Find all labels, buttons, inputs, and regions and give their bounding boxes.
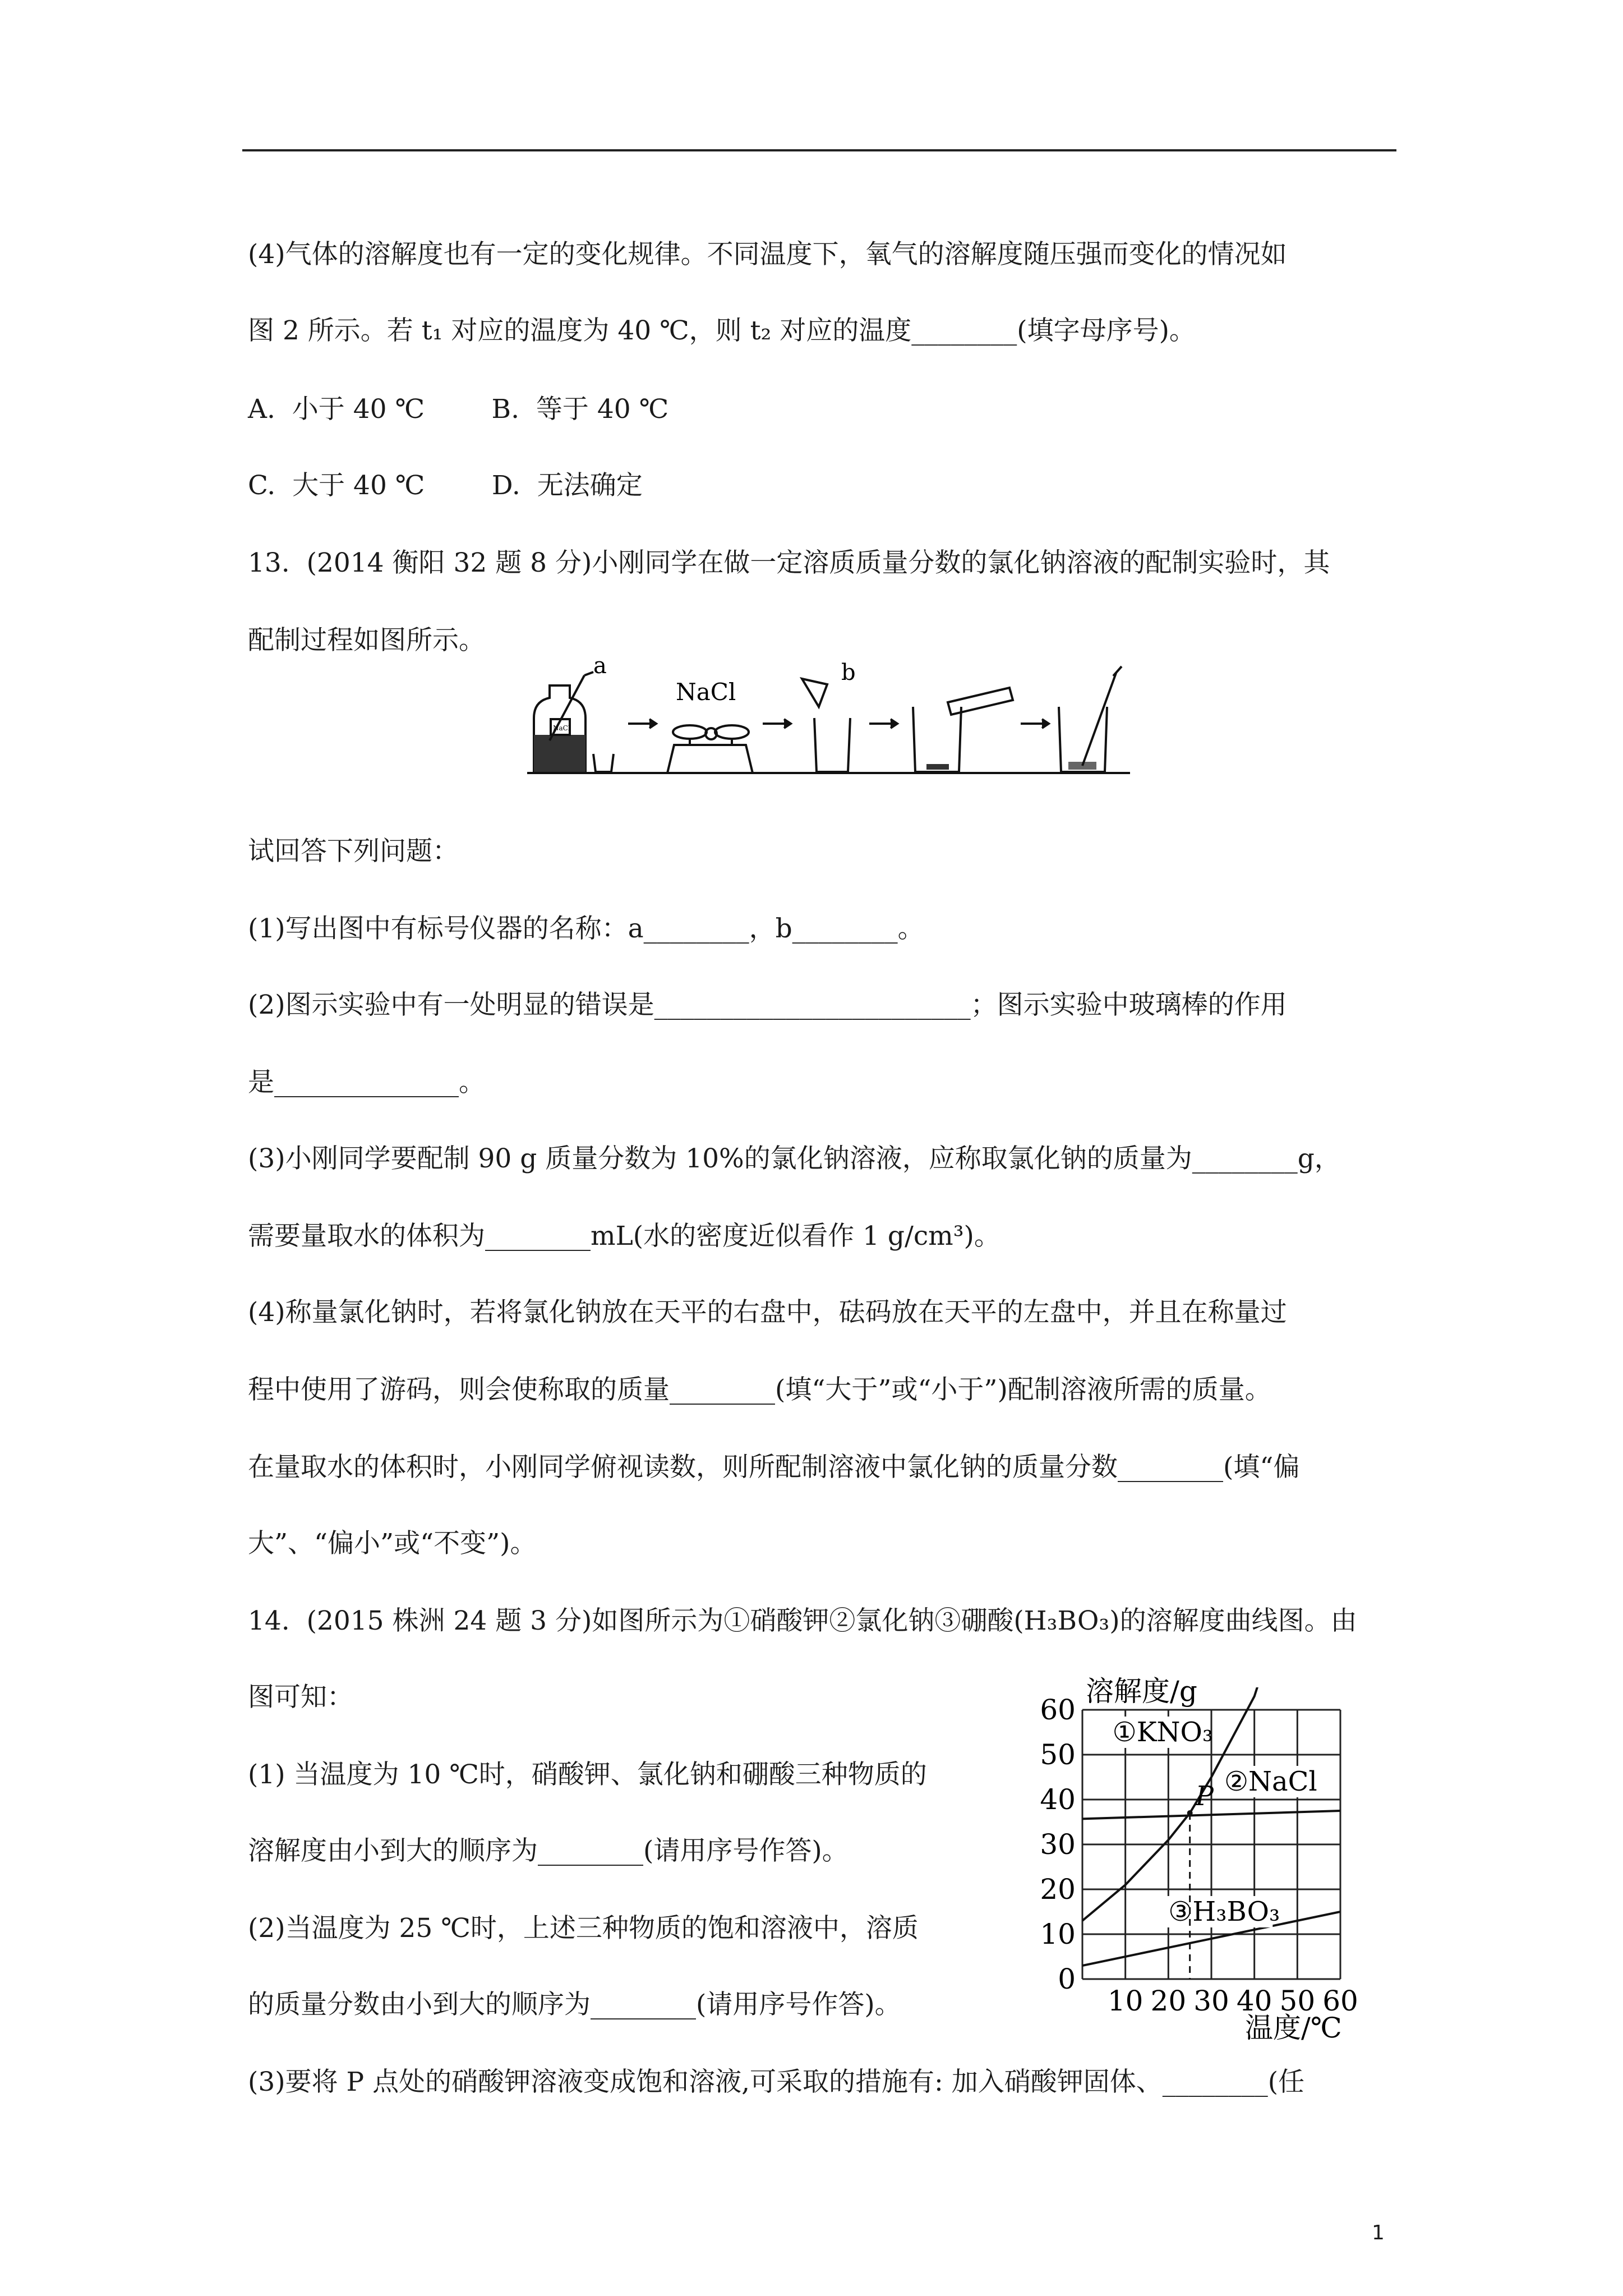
text-line: (2)当温度为 25 ℃时，上述三种物质的饱和溶液中，溶质 [248,1913,919,1944]
series-label-3: ③H₃BO₃ [1168,1896,1280,1927]
x-tick-label: 20 [1150,1985,1187,2017]
x-tick-label: 50 [1279,1985,1316,2017]
text-line: 溶解度由小到大的顺序为________(请用序号作答)。 [248,1835,849,1866]
apparatus-figure [527,651,1138,780]
beaker-b [814,718,850,772]
header-rule [242,149,1396,151]
text-line: (2)图示实验中有一处明显的错误是________________________；图示实验中玻璃棒的作用 [248,990,1287,1020]
option-line: C. 大于 40 ℃ D. 无法确定 [248,470,643,501]
question-14-stem: 14. (2015 株洲 24 题 3 分)如图所示为①硝酸钾②氯化钠③硼酸(H₃BO₃)的溶解度曲线图。由 [248,1605,1357,1636]
point-p-marker [1187,1810,1193,1816]
y-tick-label: 50 [1040,1738,1076,1771]
text-line: 是______________。 [248,1067,485,1098]
x-tick-label: 60 [1322,1985,1358,2017]
label-nacl: NaCl [676,678,736,706]
text-line: (4)气体的溶解度也有一定的变化规律。不同温度下，氧气的溶解度随压强而变化的情况如 [248,239,1287,270]
beaker [913,707,961,772]
text-line: 在量取水的体积时，小刚同学俯视读数，则所配制溶液中氯化钠的质量分数________(填“偏 [248,1452,1300,1483]
y-tick-label: 40 [1040,1783,1076,1816]
label-a: a [593,653,607,679]
solubility-chart [1032,1672,1391,2053]
x-tick-label: 40 [1236,1985,1272,2017]
series-label-2: ②NaCl [1224,1766,1317,1797]
text-line: (3)要将 P 点处的硝酸钾溶液变成饱和溶液,可采取的措施有: 加入硝酸钾固体、________(任 [248,2067,1305,2097]
text-line: 配制过程如图所示。 [248,625,485,656]
y-tick-label: 60 [1040,1694,1076,1726]
text-line: 需要量取水的体积为________mL(水的密度近似看作 1 g/cm³)。 [248,1221,1000,1251]
text-line: 大”、“偏小”或“不变”)。 [248,1528,537,1559]
text-line: (1)写出图中有标号仪器的名称：a________，b________。 [248,913,924,944]
text-line: (4)称量氯化钠时，若将氯化钠放在天平的右盘中，砝码放在天平的左盘中，并且在称量过 [248,1297,1287,1328]
measuring-cylinder [948,688,1013,715]
paper-funnel [802,679,827,707]
y-tick-label: 10 [1040,1918,1076,1950]
label-b: b [841,660,856,685]
x-axis-label: 温度/℃ [1245,2012,1342,2044]
text-line: 图可知： [248,1682,353,1713]
x-tick-label: 10 [1107,1985,1144,2017]
text-line: 图 2 所示。若 t₁ 对应的温度为 40 ℃，则 t₂ 对应的温度________(填字母序号)。 [248,315,1196,346]
text-line: (3)小刚同学要配制 90 g 质量分数为 10%的氯化钠溶液，应称取氯化钠的质量为________g， [248,1143,1341,1174]
point-p-label: P [1195,1780,1214,1812]
y-tick-label: 20 [1040,1873,1076,1906]
glass-rod [1082,673,1116,766]
y-tick-label: 0 [1058,1963,1076,1995]
balance [667,745,753,773]
text-line: 的质量分数由小到大的顺序为________(请用序号作答)。 [248,1989,901,2020]
y-axis-label: 溶解度/g [1086,1675,1197,1708]
y-tick-label: 30 [1040,1828,1076,1861]
weighing-cup [593,754,614,772]
text-line: (1) 当温度为 10 ℃时，硝酸钾、氯化钠和硼酸三种物质的 [248,1759,927,1790]
x-tick-label: 30 [1193,1985,1229,2017]
bottle-label: NaCl [553,724,570,732]
text-line: 程中使用了游码，则会使称取的质量________(填“大于”或“小于”)配制溶液所需的质量。 [248,1374,1271,1405]
series-label-1: ①KNO₃ [1112,1717,1214,1748]
question-13-stem: 13. (2014 衡阳 32 题 8 分)小刚同学在做一定溶质质量分数的氯化钠溶液的配制实验时，其 [248,547,1330,578]
option-line: A. 小于 40 ℃ B. 等于 40 ℃ [248,394,669,425]
text-line: 试回答下列问题： [248,836,459,867]
page-number: 1 [1372,2221,1385,2244]
